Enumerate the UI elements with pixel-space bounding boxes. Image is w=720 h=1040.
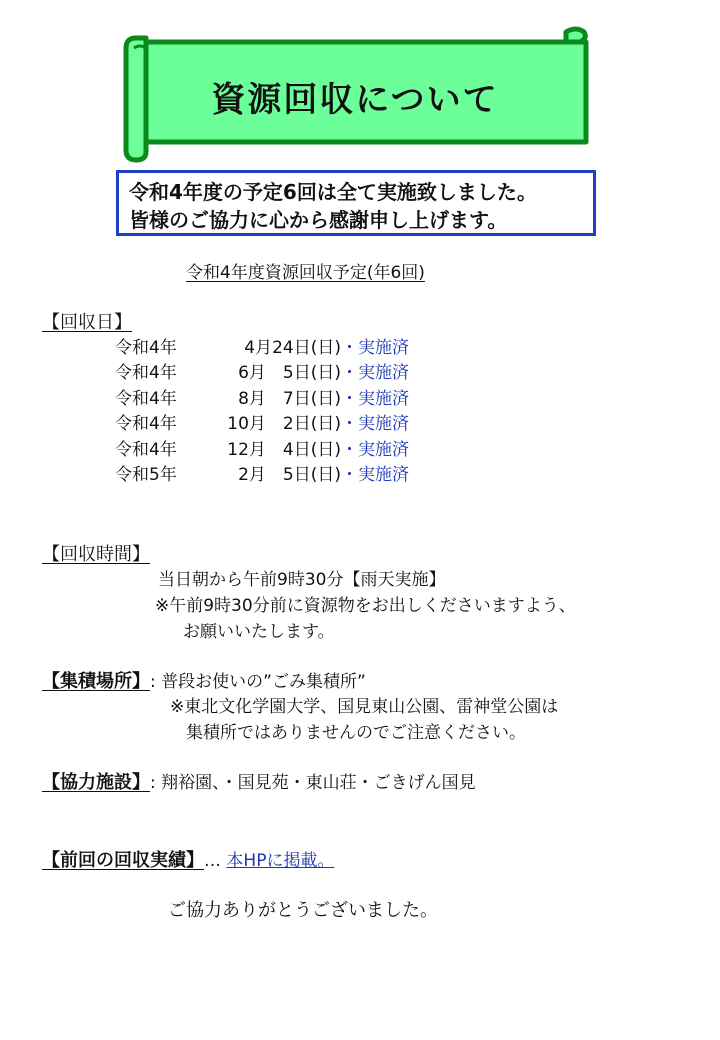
collection-day-date: 6月 5日(日)	[238, 363, 341, 384]
collection-place-note-2: 集積所ではありませんのでご注意ください。	[186, 723, 526, 743]
collection-day-row	[115, 333, 409, 358]
collection-day-status: 実施済	[358, 414, 409, 435]
collection-day-status: 実施済	[358, 465, 409, 485]
collection-place-note-1: ※東北文化学園大学、国見東山公園、雷神堂公園は	[170, 697, 559, 717]
collection-day-row	[115, 384, 409, 409]
cooperating-text: : 翔裕園、・国見苑・東山荘・ごきげん国見	[150, 773, 476, 793]
banner-title: 資源回収について	[211, 80, 499, 120]
collection-day-status: 実施済	[358, 439, 409, 460]
collection-day-status: 実施済	[358, 338, 409, 358]
collection-day-date: 12月 4日(日)	[227, 439, 341, 460]
notice-line-1: 令和4年度の予定6回は全て実施致しました。	[129, 180, 537, 204]
collection-day-separator: ・	[341, 465, 358, 485]
notice-box	[116, 170, 596, 236]
collection-time-note-2: お願いいたします。	[183, 622, 335, 642]
collection-day-row	[115, 358, 409, 383]
collection-place-text: : 普段お使いの”ごみ集積所”	[150, 672, 366, 692]
collection-day-date: 4月24日(日)	[244, 338, 341, 358]
collection-day-separator: ・	[341, 363, 358, 384]
collection-time-text: 当日朝から午前9時30分【雨天実施】	[158, 570, 446, 590]
collection-day-status: 実施済	[358, 388, 409, 409]
collection-day-separator: ・	[341, 439, 358, 460]
collection-place-row	[42, 667, 366, 693]
collection-days-label: 【回収日】	[42, 312, 132, 333]
collection-day-status: 実施済	[358, 363, 409, 384]
previous-results-end: 。	[317, 851, 335, 871]
collection-day-year: 令和4年	[115, 363, 177, 384]
collection-time-label: 【回収時間】	[42, 544, 150, 565]
collection-day-separator: ・	[341, 338, 358, 358]
collection-day-row	[115, 435, 409, 460]
collection-day-date: 10月 2日(日)	[227, 414, 341, 435]
previous-results-label: 【前回の回収実績】	[42, 850, 204, 871]
schedule-subtitle: 令和4年度資源回収予定(年6回)	[186, 263, 425, 283]
collection-day-year: 令和4年	[115, 414, 177, 435]
collection-day-year: 令和4年	[115, 388, 177, 409]
collection-day-year: 令和5年	[115, 465, 177, 485]
cooperating-label: 【協力施設】	[42, 772, 150, 793]
collection-place-label: 【集積場所】	[42, 671, 150, 692]
collection-day-date: 8月 7日(日)	[238, 388, 341, 409]
previous-ellipsis: …	[204, 851, 227, 871]
previous-results-row	[42, 846, 334, 872]
notice-line-2: 皆様のご協力に心から感謝申し上げます。	[129, 208, 508, 232]
collection-day-date: 2月 5日(日)	[238, 465, 341, 485]
previous-results-link[interactable]: 本HPに掲載	[226, 851, 318, 871]
collection-day-separator: ・	[341, 414, 358, 435]
cooperating-row	[42, 768, 476, 794]
collection-day-row	[115, 460, 409, 485]
collection-day-year: 令和4年	[115, 439, 177, 460]
thanks-message: ご協力ありがとうございました。	[168, 900, 438, 921]
collection-day-separator: ・	[341, 388, 358, 409]
collection-day-row	[115, 409, 409, 434]
collection-time-note: ※午前9時30分前に資源物をお出しくださいますよう、	[155, 596, 576, 616]
collection-day-year: 令和4年	[115, 338, 177, 358]
